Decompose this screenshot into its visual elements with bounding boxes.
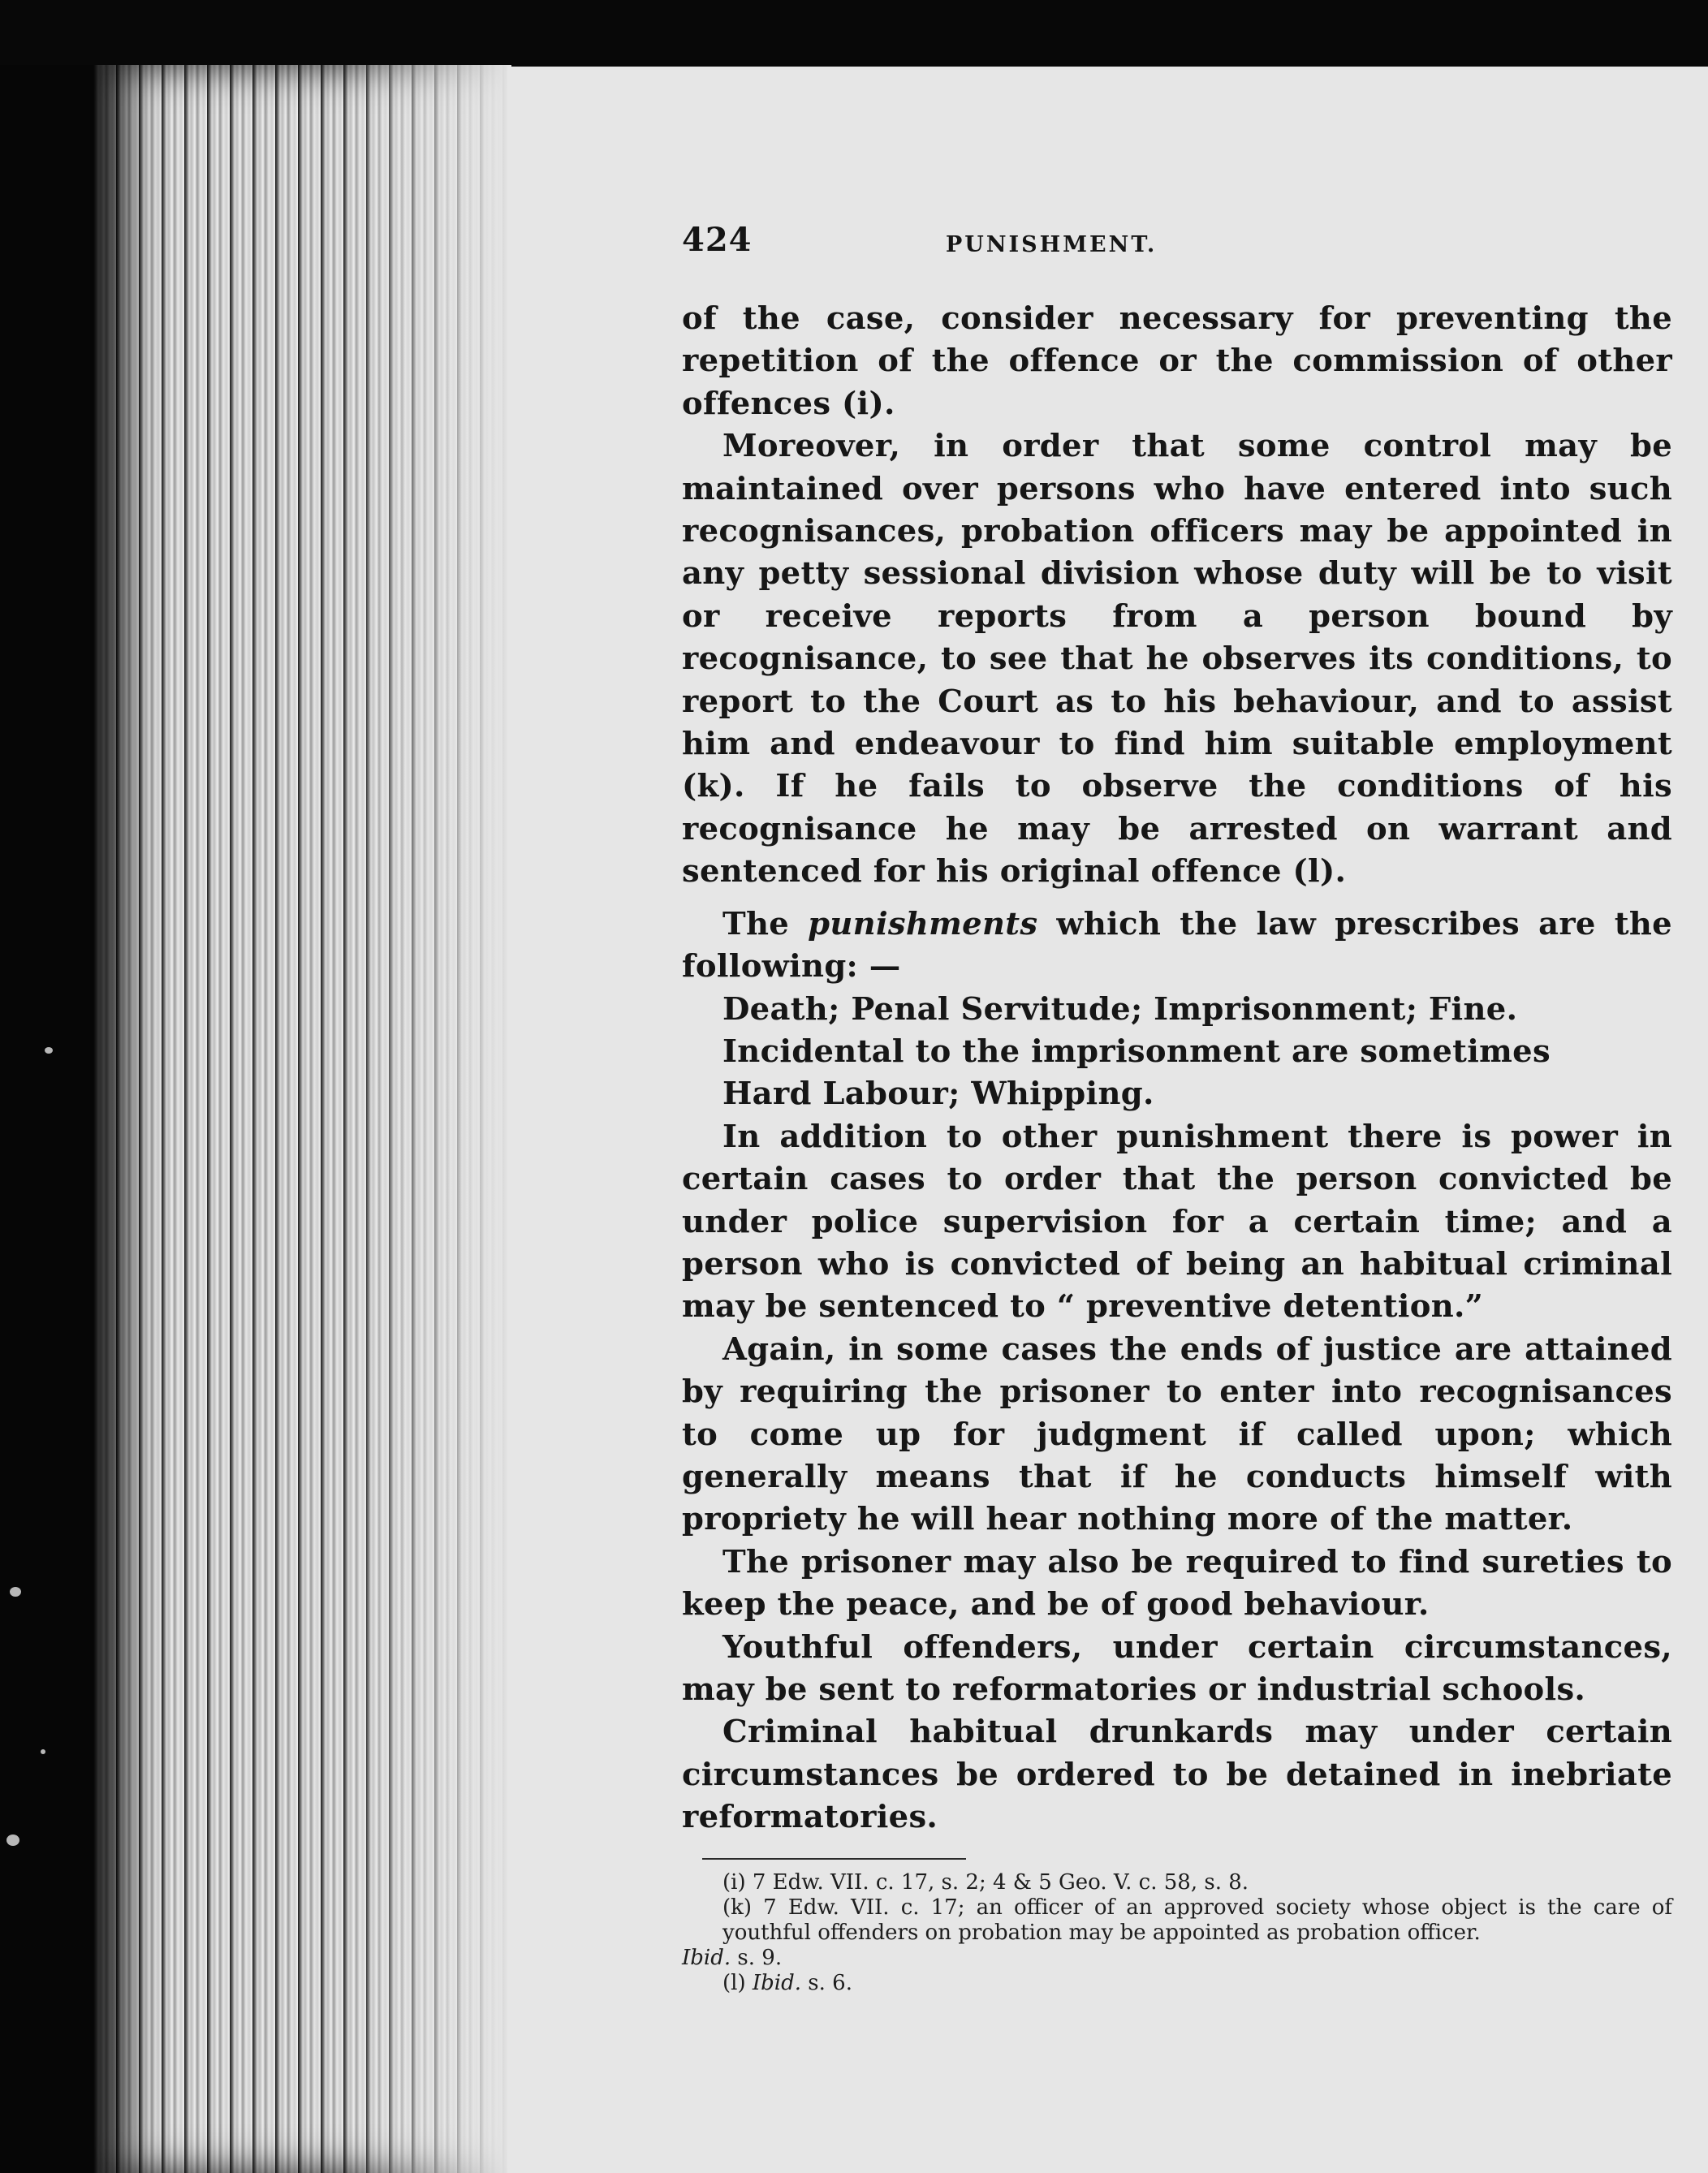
footnote-k-ibid xyxy=(682,1946,1672,1971)
page-header xyxy=(682,221,1672,278)
paragraph-youthful-offenders: Youthful offenders, under certain circumstances, may be sent to reformatories or industrial schools. xyxy=(682,1628,1672,1708)
book-page xyxy=(507,67,1708,2173)
footnote-l-ref: s. 6. xyxy=(808,1971,852,1995)
footnotes xyxy=(682,1870,1672,1996)
punishment-list-line: Death; Penal Servitude; Imprisonment; Fine. xyxy=(722,990,1518,1028)
page-stack-fade xyxy=(341,65,511,2173)
paragraph-punishments-intro xyxy=(682,903,1672,989)
footnote-rule xyxy=(702,1858,966,1860)
hard-labour-line: Hard Labour; Whipping. xyxy=(722,1076,1154,1113)
punishments-italic: punishments xyxy=(808,905,1038,942)
punishments-intro-pre: The xyxy=(722,905,790,942)
footnote-l-ibid-italic: Ibid. xyxy=(752,1971,802,1995)
scan-top-border xyxy=(0,0,1708,71)
scan-speck xyxy=(10,1587,21,1597)
footnote-i: (i) 7 Edw. VII. c. 17, s. 2; 4 & 5 Geo. V. c. 58, s. 8. xyxy=(722,1870,1249,1895)
paragraph-habitual-drunkards: Criminal habitual drunkards may under certain circumstances be ordered to be detained in inebriate reformatories. xyxy=(682,1714,1672,1836)
footnote-k-ibid-italic: Ibid. xyxy=(682,1946,731,1970)
book-spine-shadow xyxy=(0,65,106,2173)
paragraph-continuation: of the case, consider necessary for preventing the repetition of the offence or the commission of other offences (i). xyxy=(682,300,1672,422)
body-text xyxy=(682,298,1672,1839)
paragraph-sureties: The prisoner may also be required to find sureties to keep the peace, and be of good behaviour. xyxy=(682,1543,1672,1623)
incidental-line: Incidental to the imprisonment are sometimes xyxy=(722,1033,1551,1070)
page-number: 424 xyxy=(682,221,753,259)
paragraph-police-supervision: In addition to other punishment there is power in certain cases to order that the person convicted be under police supervision for a certain time; and a person who is convicted of being an habitual criminal may be sentenced to “ preventive detention.” xyxy=(682,1118,1672,1326)
paragraph-recognisances: Again, in some cases the ends of justice are attained by requiring the prisoner to enter into recognisances to come up for judgment if called upon; which generally means that if he conducts himself with propriety he will hear nothing more of the matter. xyxy=(682,1330,1672,1538)
scan-speck xyxy=(45,1047,53,1054)
paragraph-probation-officers: Moreover, in order that some control may be maintained over persons who have entered into such recognisances, probation officers may be appointed in any petty sessional division whose duty will be to visit or receive reports from a person bound by recognisance, to see that he observes its conditions, to report to the Court as to his behaviour, and to assist him and endeavour to find him suitable employment (k). If he fails to observe the conditions of his recognisance he may be arrested on warrant and sentenced for his original offence (l). xyxy=(682,428,1672,890)
footnote-l xyxy=(682,1971,1672,1996)
punishments-intro-post: which the law prescribes are the following: — xyxy=(682,905,1672,985)
footnote-k: (k) 7 Edw. VII. c. 17; an officer of an approved society whose object is the care of youthful offenders on probation may be appointed as probation officer. xyxy=(722,1895,1672,1945)
footnote-l-marker: (l) xyxy=(722,1971,746,1995)
scan-speck xyxy=(6,1835,19,1846)
footnote-k-ibid-ref: s. 9. xyxy=(737,1946,783,1970)
scan-speck xyxy=(41,1749,45,1754)
running-title: PUNISHMENT. xyxy=(946,232,1158,257)
